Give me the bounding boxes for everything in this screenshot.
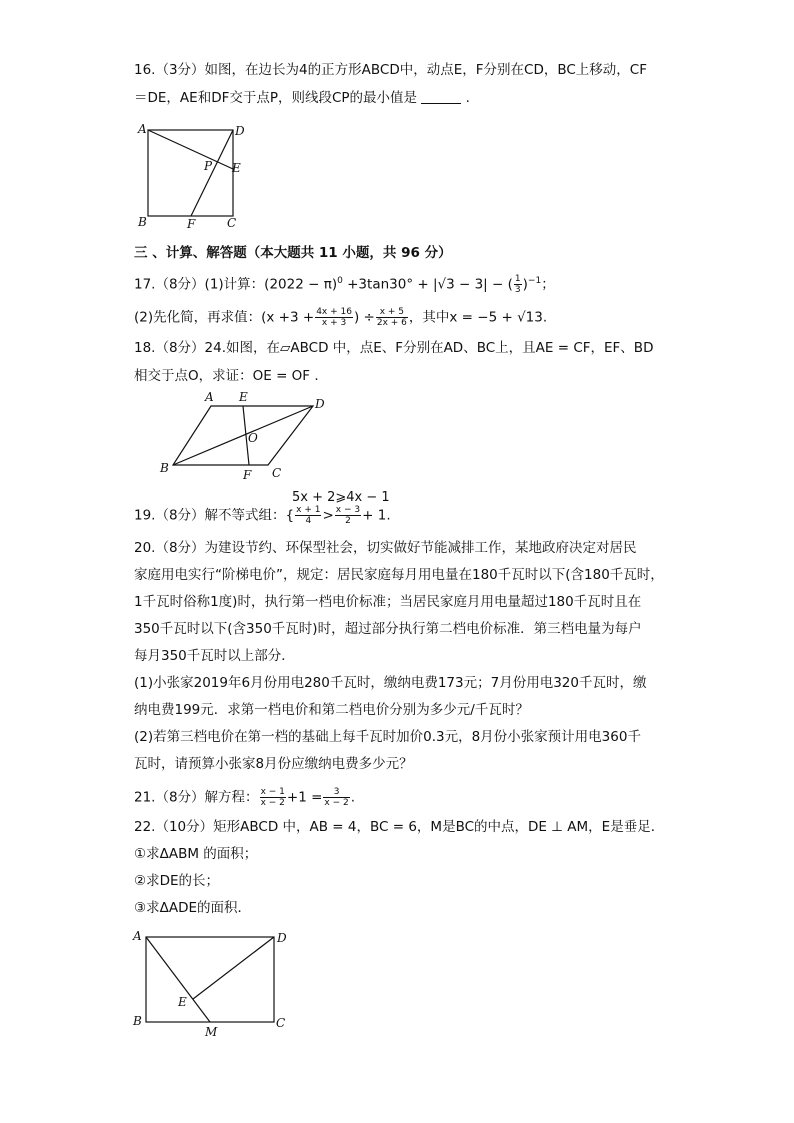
q18-label-a: A (205, 390, 214, 404)
q22-line-1: 22.（10分）矩形ABCD 中，AB = 4，BC = 6，M是BC的中点，DE ⊥ AM，E是垂足． (134, 819, 665, 835)
q18-label-b: B (160, 461, 169, 475)
q21-f2-den: x − 2 (324, 798, 349, 808)
q20-line-5: 每月350千瓦时以上部分． (134, 648, 295, 664)
q18-line-1: 18.（8分）24.如图，在▱ABCD 中，点E、F分别在AD、BC上，且AE = CF，EF、BD (134, 340, 654, 356)
q18-label-e: E (239, 390, 248, 404)
q18-label-o: O (248, 431, 258, 445)
q18-line-2: 相交于点O，求证：OE = OF . (134, 368, 319, 384)
q17-frac-1 (315, 307, 353, 328)
q19-tail: + 1. (362, 507, 391, 524)
q20-line-4: 350千瓦时以下(含350千瓦时)时，超过部分执行第二档电价标准．第三档电量为每户 (134, 621, 642, 637)
q22-label-e: E (178, 995, 187, 1009)
q21-frac-1 (260, 787, 286, 808)
q20-line-2: 家庭用电实行“阶梯电价”，规定：居民家庭每月用电量在180千瓦时以下(含180千瓦时， (134, 567, 664, 583)
q20-line-8: (2)若第三档电价在第一档的基础上每千瓦时加价0.3元，8月份小张家预计用电360千 (134, 729, 641, 745)
q20-line-6: (1)小张家2019年6月份用电280千瓦时，缴纳电费173元；7月份用电320千瓦时，缴 (134, 675, 647, 691)
q22-label-b: B (133, 1014, 142, 1028)
q21-prefix: 21.（8分）解方程： (134, 789, 259, 806)
q16-label-c: C (227, 216, 237, 230)
q19-frac-1 (295, 505, 321, 526)
q16-label-d: D (235, 124, 245, 138)
q18-label-d: D (315, 397, 325, 411)
q16-line-1: 16.（3分）如图，在边长为4的正方形ABCD中，动点E，F分别在CD，BC上移动，CF (134, 62, 647, 78)
q19-f1-den: 4 (305, 516, 312, 526)
q17-exp-neg: −1 (527, 276, 542, 286)
q22-rectangle-figure (130, 926, 295, 1042)
q19-f1-num: x + 1 (296, 505, 321, 515)
q22-label-c: C (276, 1016, 286, 1030)
q16-label-b: B (138, 215, 147, 229)
q17-frac-den: 3 (514, 285, 521, 295)
q21-f1-num: x − 1 (260, 787, 285, 797)
q22-line-3: ②求DE的长； (134, 873, 220, 889)
q21-f2-num: 3 (323, 787, 349, 798)
q20-line-7: 纳电费199元．求第一档电价和第二档电价分别为多少元/千瓦时？ (134, 702, 529, 718)
q16-label-e: E (232, 161, 241, 175)
q20-line-3: 1千瓦时俗称1度)时，执行第一档电价标准；当居民家庭月用电量超过180千瓦时且在 (134, 594, 642, 610)
q17-f1-num: 4x + 16 (316, 307, 352, 317)
q16-label-p: P (204, 159, 213, 173)
q17-text-c: ) (522, 276, 528, 293)
q17-f2-den: 2x + 6 (376, 318, 407, 328)
q21-line (134, 787, 355, 808)
q18-parallelogram-figure (155, 388, 335, 480)
q19-ineq-1: 5x + 2⩾4x − 1 (292, 490, 390, 505)
q16-line-2-text: ＝DE，AE和DF交于点P，则线段CP的最小值是 (134, 90, 418, 106)
q17-exp-0: 0 (337, 276, 343, 286)
q17-p2-text-c: ，其中x = −5 + √13. (408, 309, 548, 326)
q20-line-1: 20.（8分）为建设节约、环保型社会，切实做好节能减排工作，某地政府决定对居民 (134, 540, 637, 556)
q16-square-figure (134, 120, 254, 232)
q21-mid: +1 = (286, 789, 323, 806)
q22-line-2: ①求ΔABM 的面积； (134, 846, 258, 862)
q19-gt: > (322, 507, 334, 524)
q18-label-f: F (243, 468, 252, 480)
q17-text-a: 17.（8分）(1)计算：(2022 − π) (134, 276, 338, 293)
q20-line-9: 瓦时，请预算小张家8月份应缴纳电费多少元？ (134, 756, 413, 772)
q19-f2-num: x − 3 (335, 505, 361, 515)
q17-part-1 (134, 272, 555, 295)
q21-tail: . (350, 789, 356, 806)
q21-f1-den: x − 2 (260, 798, 285, 808)
q18-label-c: C (272, 466, 282, 480)
q21-frac-2 (323, 787, 349, 808)
q22-label-a: A (133, 929, 142, 943)
q17-text-b: +3tan30° + |√3 − 3| − ( (342, 276, 513, 293)
q17-f2-num: x + 5 (376, 307, 408, 318)
q17-part-2 (134, 307, 547, 328)
q22-line-4: ③求ΔADE的面积． (134, 900, 251, 916)
q22-label-m: M (205, 1025, 218, 1039)
q19-line (134, 505, 391, 526)
q16-label-f: F (187, 217, 196, 231)
q17-text-d: ； (541, 276, 555, 293)
q19-prefix: 19.（8分）解不等式组：{ (134, 507, 295, 524)
answer-blank (421, 91, 461, 104)
q16-tail: . (465, 90, 470, 106)
section-3-heading: 三 、计算、解答题（本大题共 11 小题，共 96 分） (134, 245, 452, 261)
q17-f1-den: x + 3 (321, 318, 347, 328)
q17-frac-num: 1 (514, 274, 521, 284)
q17-frac-one-third (514, 274, 522, 295)
q17-p2-text-a: (2)先化简，再求值：(x +3 + (134, 309, 315, 326)
q16-line-2 (134, 89, 470, 107)
q17-frac-2 (376, 307, 408, 328)
q19-frac-2 (335, 505, 361, 526)
q17-p2-text-b: ) ÷ (353, 309, 375, 326)
q16-label-a: A (138, 122, 147, 136)
q19-f2-den: 2 (345, 516, 351, 526)
q22-label-d: D (277, 931, 287, 945)
